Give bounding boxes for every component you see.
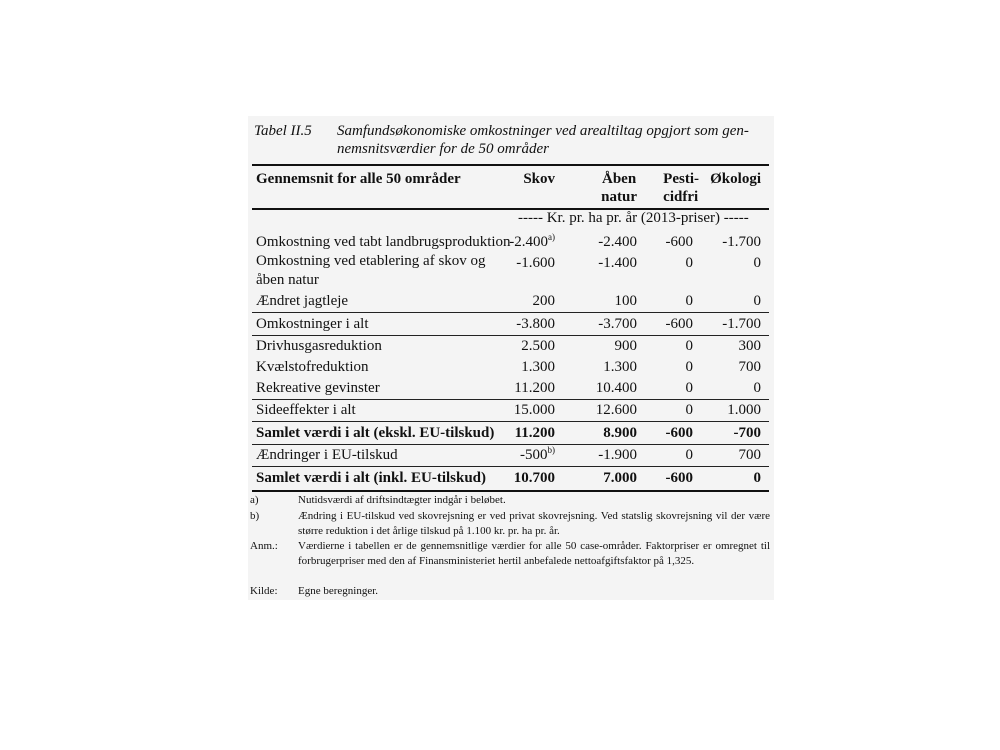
cell-aaben-natur: 12.600 [595, 402, 637, 418]
footnote-key: Anm.: [250, 540, 278, 552]
cell-skov: 10.700 [513, 470, 555, 486]
document-page [248, 116, 774, 600]
footnote-text: Ændring i EU-tilskud ved skovrejsning er ved privat skovrejsning. Ved statslig skovrejsning vil der være større reduktion i det årlige tilskud på 1.100 kr. pr. ha pr. år. [298, 510, 770, 537]
row-label: Samlet værdi i alt (ekskl. EU-tilskud) [256, 425, 495, 441]
cell-aaben-natur: -2.400 [598, 234, 637, 250]
footnote-marker: b) [547, 445, 555, 455]
cell-okologi: 0 [753, 255, 761, 271]
bottom-rule [252, 490, 769, 492]
cell-skov [509, 231, 555, 253]
cell-skov: 11.200 [514, 425, 555, 441]
table-row [252, 399, 769, 421]
table-row [252, 444, 769, 466]
cell-okologi: -1.700 [722, 316, 761, 332]
units-label: ----- Kr. pr. ha pr. år (2013-priser) ----- [518, 210, 749, 226]
cell-okologi: 0 [753, 293, 761, 309]
cell-aaben-natur: 7.000 [603, 470, 637, 486]
footnote-key: Kilde: [250, 585, 278, 597]
cell-okologi: 700 [738, 359, 761, 375]
header-label: Gennemsnit for alle 50 områder [256, 171, 461, 187]
cell-okologi: 300 [738, 338, 761, 354]
row-label: Rekreative gevinster [256, 380, 380, 396]
header-col-skov: Skov [523, 171, 555, 187]
table-title-line1: Samfundsøkonomiske omkostninger ved arealtiltag opgjort som gen- [337, 123, 749, 139]
table-row [252, 335, 769, 357]
cell-pesticidfri: 0 [685, 380, 693, 396]
cell-aaben-natur: 900 [614, 338, 637, 354]
table-row [252, 356, 769, 378]
table-row [252, 252, 769, 292]
row-label: Drivhusgasreduktion [256, 338, 382, 354]
row-label: Samlet værdi i alt (inkl. EU-tilskud) [256, 470, 487, 486]
row-label: Ændringer i EU-tilskud [256, 447, 398, 463]
table-number: Tabel II.5 [254, 123, 312, 139]
row-label: Omkostning ved tabt landbrugsproduktion [256, 234, 511, 250]
cell-pesticidfri: -600 [665, 425, 693, 441]
cell-aaben-natur: -1.900 [598, 447, 637, 463]
cell-pesticidfri: 0 [685, 255, 693, 271]
cell-skov: 1.300 [521, 359, 555, 375]
cell-skov: 11.200 [514, 380, 555, 396]
cell-pesticidfri: 0 [685, 402, 693, 418]
cell-pesticidfri: 0 [685, 447, 693, 463]
row-label-line2: åben natur [256, 272, 319, 288]
header-col-aaben-natur-l1: Åben [601, 171, 637, 187]
table-title [337, 122, 767, 158]
cell-skov: -1.600 [516, 255, 555, 271]
header-col-pesticidfri-l1: Pesti- [663, 171, 699, 187]
cell-aaben-natur: -3.700 [598, 316, 637, 332]
cell-skov: 2.500 [521, 338, 555, 354]
cell-pesticidfri: -600 [665, 470, 693, 486]
table-header [252, 170, 769, 210]
cell-aaben-natur: 1.300 [603, 359, 637, 375]
cell-skov: 15.000 [513, 402, 555, 418]
cell-skov [520, 444, 555, 466]
row-label [256, 252, 486, 290]
header-col-okologi: Økologi [710, 171, 761, 187]
cell-value: -2.400 [509, 234, 548, 250]
footnote-text: Værdierne i tabellen er de gennemsnitlige værdier for alle 50 case-områder. Faktorpriser er omregnet til forbrugerpriser med den af Finansministeriet hertil anbefalede nettoafgiftsfaktor på 1,325. [298, 540, 770, 567]
row-label-line1: Omkostning ved etablering af skov og [256, 253, 486, 269]
cell-aaben-natur: 8.900 [603, 425, 637, 441]
cell-skov: 200 [532, 293, 555, 309]
footnote-key: b) [250, 510, 260, 522]
cell-pesticidfri: -600 [665, 234, 693, 250]
cell-okologi: -700 [733, 425, 761, 441]
row-label: Omkostninger i alt [256, 316, 369, 332]
cell-okologi: -1.700 [722, 234, 761, 250]
table-row-total [252, 422, 769, 444]
header-col-pesticidfri [663, 170, 699, 206]
row-label: Kvælstofreduktion [256, 359, 369, 375]
cell-okologi: 700 [738, 447, 761, 463]
header-col-aaben-natur-l2: natur [601, 189, 637, 205]
row-label: Sideeffekter i alt [256, 402, 356, 418]
cell-pesticidfri: 0 [685, 338, 693, 354]
cell-pesticidfri: -600 [665, 316, 693, 332]
cell-skov: -3.800 [516, 316, 555, 332]
footnote-key: a) [250, 494, 259, 506]
footnote-text: Nutidsværdi af driftsindtægter indgår i beløbet. [298, 494, 506, 506]
cell-value: -500 [520, 447, 548, 463]
table-row-total [252, 467, 769, 489]
cell-okologi: 0 [753, 380, 761, 396]
table-row [252, 313, 769, 335]
header-col-aaben-natur [601, 170, 637, 206]
footnote-marker: a) [548, 232, 555, 242]
table-row [252, 231, 769, 253]
table-title-line2: nemsnitsværdier for de 50 områder [337, 141, 549, 157]
table-row [252, 290, 769, 312]
cell-okologi: 1.000 [727, 402, 761, 418]
top-rule [252, 164, 769, 166]
cell-aaben-natur: -1.400 [598, 255, 637, 271]
cell-okologi: 0 [753, 470, 761, 486]
cell-aaben-natur: 100 [614, 293, 637, 309]
footnote-text: Egne beregninger. [298, 585, 379, 597]
cell-aaben-natur: 10.400 [595, 380, 637, 396]
header-col-pesticidfri-l2: cidfri [663, 189, 699, 205]
table-row [252, 377, 769, 399]
cell-pesticidfri: 0 [685, 293, 693, 309]
cell-pesticidfri: 0 [685, 359, 693, 375]
row-label: Ændret jagtleje [256, 293, 349, 309]
